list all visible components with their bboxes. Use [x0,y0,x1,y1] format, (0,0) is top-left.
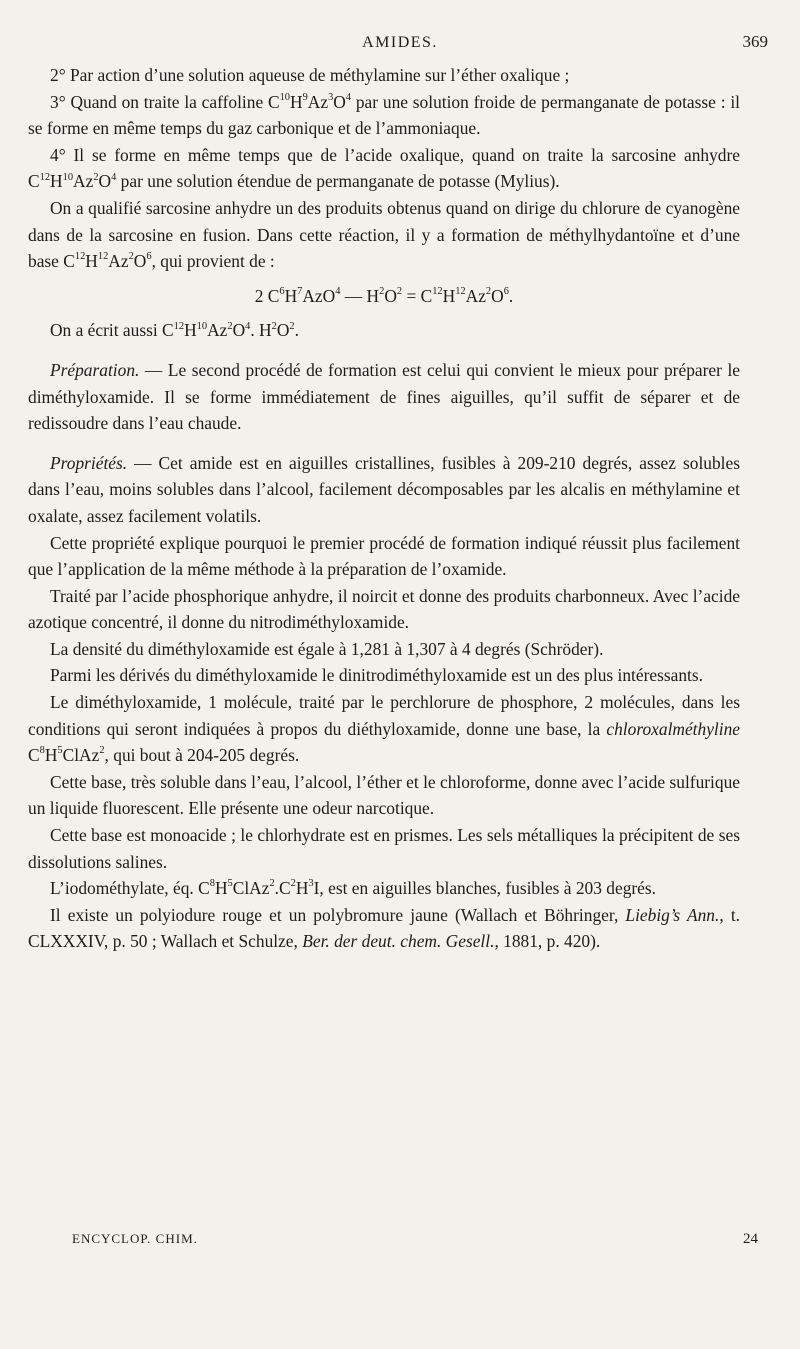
paragraph: 4° Il se forme en même temps que de l’acide oxalique, quand on traite la sarcosine anhydre $C^{12}H^{10}Az^2O^4$ par une solution étendue de permanganate de potasse (Mylius). [28,144,740,192]
paragraph: Parmi les dérivés du diméthyloxamide le dinitrodiméthyloxamide est un des plus intéressants. [50,665,703,686]
paragraph: 2° Par action d’une solution aqueuse de méthylamine sur l’éther oxalique ; [50,65,570,85]
paragraph: Préparation. — Le second procédé de formation est celui qui convient le mieux pour préparer le diméthyloxamide. Il se forme immédiatement de fines aiguilles, qu’il suffit de séparer et de redissoudre dans l’eau chaude. [28,359,740,434]
paragraph: Le diméthyloxamide, 1 molécule, traité par le perchlorure de phosphore, 2 molécules, dans les conditions qui seront indiquées à propos du diéthyloxamide, donne une base, la chloroxalméthyline $C^8H^5ClAz^2$, qui bout à 204-205 degrés. [28,692,740,766]
formula-line: 2 $C^6H^7AzO^4$ — $H^2O^2 = C^{12}H^{12}Az^2O^6$. [254,285,514,306]
paragraph: Il existe un polyiodure rouge et un polybromure jaune (Wallach et Böhringer, Liebig’s Ann., t. CLXXXIV, p. 50 ; Wallach et Schulze, Ber. der deut. chem. Gesell., 1881, p. 420). [28,904,741,952]
paragraph: On a qualifié sarcosine anhydre un des produits obtenus quand on dirige du chlorure de cyanogène dans de la sarcosine en fusion. Dans cette réaction, il y a formation de méthylhydantoïne et d’une base $C^{12}H^{12}Az^2O^6$, qui provient de : [28,197,740,272]
paragraph: Propriétés. — Cet amide est en aiguilles cristallines, fusibles à 209-210 degrés, assez solubles dans l’eau, moins solubles dans l’alcool, facilement décomposables par les alcalis en méthylamine et oxalate, assez facilement volatils. [28,452,740,526]
body-text [28,62,740,955]
running-title: AMIDES. [362,34,438,51]
paragraph: La densité du diméthyloxamide est égale à 1,281 à 1,307 à 4 degrés (Schröder). [50,638,604,659]
page-footer [0,1231,800,1253]
page-number: 369 [742,32,768,51]
paragraph: 3° Quand on traite la caffoline $C^{10}H^9Az^3O^4$ par une solution froide de permanganate de potasse : il se forme en même temps du gaz carbonique et de l’ammoniaque. [28,91,740,139]
page-header [0,30,800,58]
paragraph: Traité par l’acide phosphorique anhydre, il noircit et donne des produits charbonneux. Avec l’acide azotique concentré, il donne du nitrodiméthyloxamide. [28,585,740,633]
footer-sheet-number: 24 [743,1231,758,1247]
paragraph: L’iodométhylate, éq. $C^8H^5ClAz^2.C^2H^3I$, est en aiguilles blanches, fusibles à 203 degrés. [50,878,657,899]
paragraph: Cette propriété explique pourquoi le premier procédé de formation indiqué réussit plus facilement que l’application de la même méthode à la préparation de l’oxamide. [28,532,740,580]
paragraph: Cette base, très soluble dans l’eau, l’alcool, l’éther et le chloroforme, donne avec l’acide sulfurique un liquide fluorescent. Elle présente une odeur narcotique. [28,771,740,819]
footer-signature: ENCYCLOP. CHIM. [72,1231,198,1246]
paragraph: On a écrit aussi $C^{12}H^{10}Az^2O^4$. $H^2O^2$. [50,320,299,341]
paragraph: Cette base est monoacide ; le chlorhydrate est en prismes. Les sels métalliques la précipitent de ses dissolutions salines. [28,825,740,872]
